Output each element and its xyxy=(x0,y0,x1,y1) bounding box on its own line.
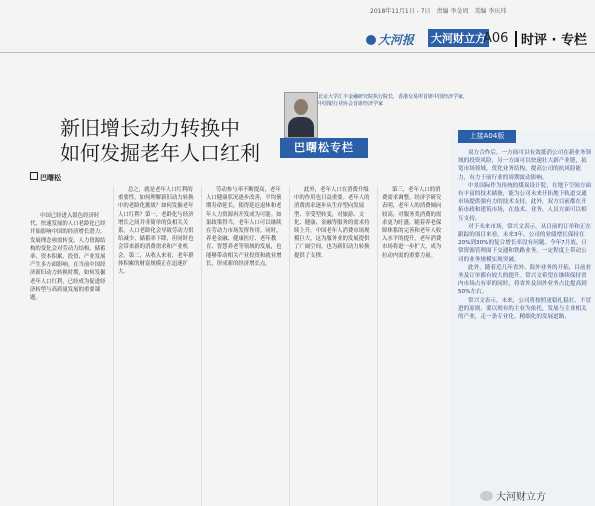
article-paragraph: 第三，老年人口的消费需求调整。经济学研究表明，老年人的消费倾向较高，对服务类消费的需求更为旺盛。随着养老保障体系的完善和老年人收入水平的提升，老年消费市场将进一步扩大，成为拉动内需的重要力量。 xyxy=(382,187,442,259)
byline-box-icon xyxy=(30,172,38,180)
column-divider xyxy=(201,186,202,506)
sidebar-paragraph: 此外，随着近几年省外、海外业务的开拓，目前业务及订单都有较大的提升。常兴文希望在继续保持省内市场占有率的同时，将省外及国外业务占比提高到50%左右。 xyxy=(458,264,592,296)
column-name-badge: 巴曙松专栏 xyxy=(280,138,368,158)
column-divider xyxy=(377,186,378,506)
column-divider xyxy=(113,186,114,506)
article-paragraph: 总之，就是老年人口红利的重要性。如何理解新旧动力转换中的老龄化挑战？如何发掘老年人口红利？第一，老龄化与经济增长之间并非简单的负相关关系。人口老龄化会导致劳动力供给减少、储蓄率下降，但同时也会带来新的消费需求和产业机会。第二，从收入来看，老年群体积累的财富规模正在迅速扩大。 xyxy=(118,187,194,276)
article-byline xyxy=(30,172,61,183)
article-column-4 xyxy=(294,186,374,506)
sidebar-paragraph: 双方合作后，一方面可以有效抵消公司在新业务领域的投资风险，另一方面可以快速壮大新产业链，拓宽市场领域，优化业务结构，提高公司的抗风险能力，有力于前行业的周期波动影响。 xyxy=(458,150,592,181)
watermark-text: 大河财立方 xyxy=(496,492,546,503)
page-number: A06 xyxy=(483,31,509,46)
wechat-icon xyxy=(480,491,493,501)
article-column-2 xyxy=(118,186,198,506)
column-divider xyxy=(289,186,290,506)
article-column-3 xyxy=(206,186,286,506)
section-title: 时评 · 专栏 xyxy=(521,29,587,48)
article-column-1 xyxy=(30,212,110,506)
brand-left-text: 大河报 xyxy=(378,33,415,47)
portrait-head xyxy=(294,99,308,115)
article-paragraph: 此外，老年人口在消费升级中的作用也日益重要。老年人的消费需求逐步从生存型向发展型、享受型转变，对旅游、文化、健康、金融等服务的需求持续上升。中国老年人消费市场规模巨大，这为服务业的发展提供了广阔空间，也为新旧动力转换提供了支撑。 xyxy=(294,187,370,259)
brand-logo-right: 大河财立方 xyxy=(428,29,489,47)
sidebar-paragraph: 中景国际作为传统的煤炭设计院，在地下空间方面有丰富的技术储备，能为公司未来开拓地下轨道交通市场提供强有力的技术支持。此外，双方目前都在开拓市政和建筑市场，在技术、业务、人员方面可以相互支持。 xyxy=(458,182,592,222)
sidebar-continued-tag: 上接A04版 xyxy=(458,130,516,143)
issue-date-line: 2018年11月1日 - 7日 责编 李金周 美编 李庆玮 xyxy=(370,8,507,15)
author-portrait xyxy=(284,92,318,138)
author-bio: 北京大学汇丰金融研究院执行院长，香港交易所首席中国经济学家，中国银行业协会首席经济学家 xyxy=(318,94,469,107)
article-paragraph: 中国已经进入银色经济时代，快速发展的人口老龄化已经开始影响中国的经济增长潜力，发展理念亟需转变。人力资源结构的变化会对劳动力结构、储蓄率、资本积累、投资、产业发展产生多方面影响。在当前中国经济新旧动力转换时期，如何发掘老年人口红利，已经成为促进经济转型与高质量发展的重要课题。 xyxy=(30,213,106,302)
sidebar-article xyxy=(458,149,592,321)
headline-line-1: 新旧增长动力转换中 xyxy=(60,116,240,140)
portrait-body xyxy=(288,117,314,138)
article-paragraph: 劳动参与率不断提高，老年人口健康状况逐步改善，平均预期寿命延长，使得延迟退休和老年人力资源再开发成为可能。如果政策得当，老年人口可以继续在劳动力市场发挥作用。同时，养老金融、健康医疗、老年教育、智慧养老等领域的发展，也能够带动相关产业投资和就业增长，形成新的经济增长点。 xyxy=(206,187,282,267)
brand-logo-icon xyxy=(366,35,376,45)
sidebar-paragraph: 对于未来市场，常兴文表示，从目前的订单和正在跟踪的项目来看，未来3年，公司的业绩增长保持在20%到30%的复合增长率没有问题。今年7月底，日常资源管理面下交通和铁路业务，一定程度上带动公司的业务规模实现突破。 xyxy=(458,223,592,263)
page-header xyxy=(300,28,595,50)
sidebar-paragraph: 常兴文表示，未来，公司将按照更稳扎稳打、不冒进的原则，要以现有的主业为依托，发展与主业相关的产业，走一条专业化、精细化的发展道路。 xyxy=(458,297,592,321)
watermark xyxy=(480,488,546,503)
header-divider xyxy=(0,52,595,53)
brand-logo-left xyxy=(366,31,414,48)
article-headline xyxy=(60,116,300,166)
byline-author: 巴曙松 xyxy=(40,174,61,182)
article-column-5 xyxy=(382,186,444,506)
headline-line-2: 如何发掘老年人口红利 xyxy=(60,141,260,165)
